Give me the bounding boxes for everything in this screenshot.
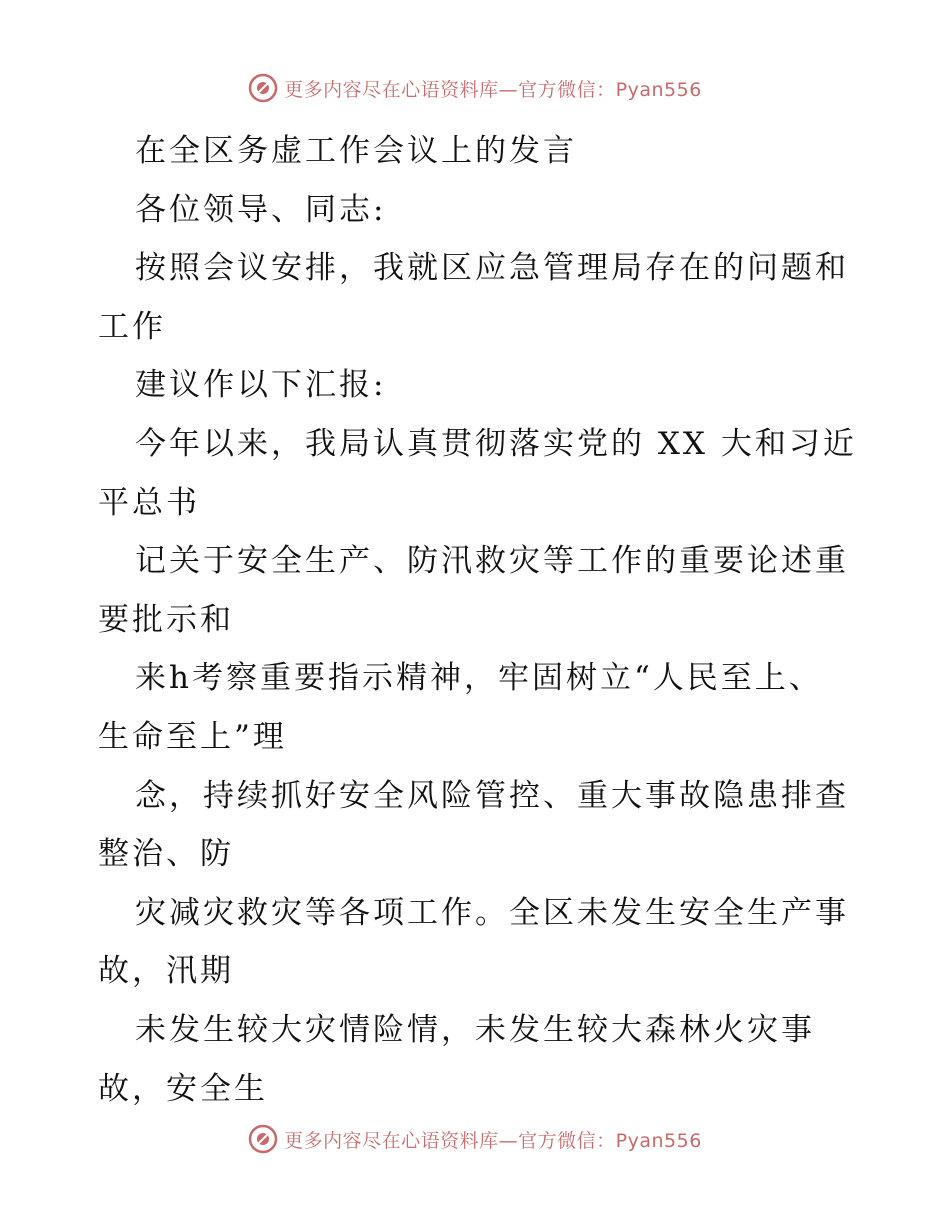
paragraph-line: 按照会议安排，我就区应急管理局存在的问题和 (135, 250, 849, 287)
watermark-text: 更多内容尽在心语资料库—官方微信：Pyan556 (284, 1129, 702, 1152)
document-title: 在全区务虚工作会议上的发言 (135, 133, 577, 169)
watermark-header (0, 73, 950, 103)
document-body (98, 122, 858, 1118)
paragraph-line: 今年以来，我局认真贯彻落实党的 XX 大和习近 (135, 425, 857, 462)
paragraph-line: 要批示和 (98, 601, 234, 638)
paragraph-line: 未发生较大灾情险情，未发生较大森林火灾事 (135, 1011, 815, 1048)
seal-logo-icon (248, 73, 278, 103)
watermark-text: 更多内容尽在心语资料库—官方微信：Pyan556 (284, 78, 702, 101)
paragraph-line: 生命至上”理 (98, 718, 287, 755)
paragraph-line: 故，安全生 (98, 1070, 268, 1107)
paragraph-line: 来h考察重要指示精神，牢固树立“人民至上、 (135, 660, 823, 697)
paragraph-line: 故，汛期 (98, 953, 234, 990)
watermark-footer (0, 1124, 950, 1154)
paragraph-line: 灾减灾救灾等各项工作。全区未发生安全生产事 (135, 894, 849, 931)
paragraph-line: 建议作以下汇报: (135, 367, 387, 404)
paragraph-line: 整治、防 (98, 836, 234, 873)
salutation: 各位领导、同志: (135, 191, 387, 228)
paragraph-line: 念，持续抓好安全风险管控、重大事故隐患排查 (135, 777, 849, 814)
paragraph-line: 记关于安全生产、防汛救灾等工作的重要论述重 (135, 543, 849, 580)
seal-logo-icon (248, 1124, 278, 1154)
paragraph-line: 工作 (98, 308, 166, 345)
paragraph-line: 平总书 (98, 484, 200, 521)
